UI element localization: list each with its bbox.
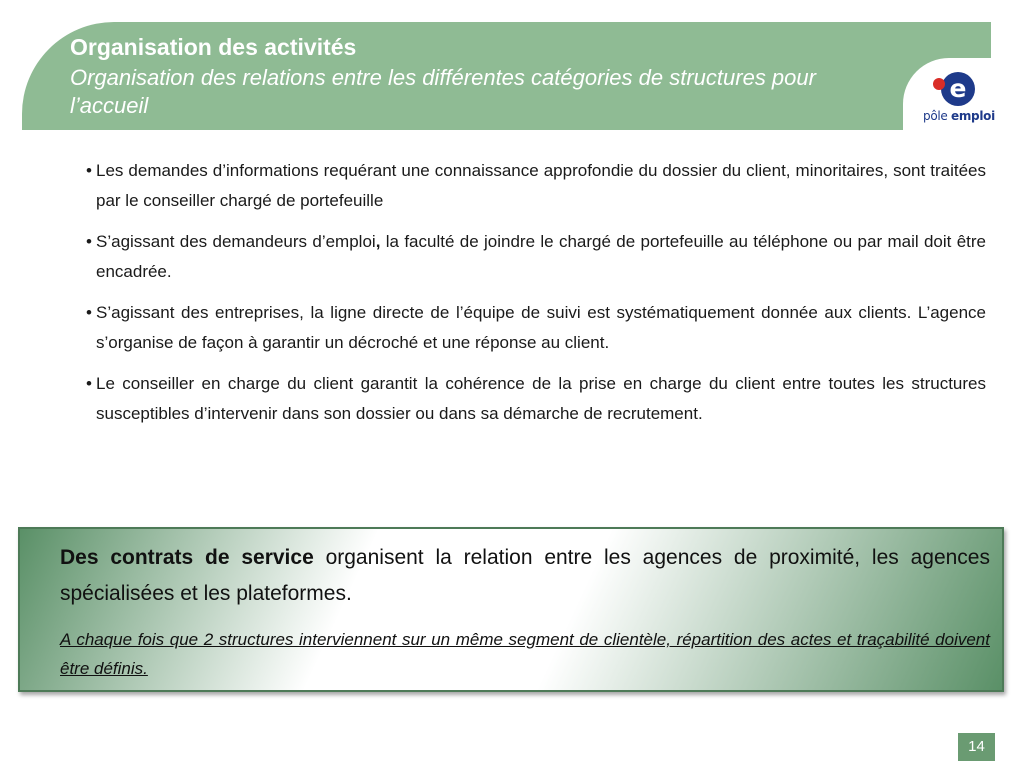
callout-box (18, 527, 1004, 692)
list-item (86, 227, 986, 287)
list-item-text: Les demandes d’informations requérant une connaissance approfondie du dossier du client, minoritaires, sont traitées par le conseiller chargé de portefeuille (96, 161, 986, 210)
page-number: 14 (958, 733, 995, 761)
list-item-text-bold: , (375, 232, 381, 251)
list-item (86, 298, 986, 358)
bullet-marker: • (86, 303, 92, 322)
list-item (86, 156, 986, 216)
svg-text:e: e (949, 74, 967, 103)
list-item (86, 369, 986, 429)
pole-emploi-logo-icon (930, 70, 982, 108)
bullet-list (86, 156, 986, 440)
logo-wordmark (923, 109, 999, 123)
bullet-marker: • (86, 161, 92, 180)
bullet-marker: • (86, 232, 92, 251)
logo-text-part1: pôle (923, 109, 948, 123)
list-item-text: Le conseiller en charge du client garantit la cohérence de la prise en charge du client entre toutes les structures susceptibles d’intervenir dans son dossier ou dans sa démarche de recrutement. (96, 374, 986, 423)
callout-main-text (60, 540, 990, 612)
list-item-text: S’agissant des entreprises, la ligne directe de l’équipe de suivi est systématiquement donnée aux clients. L’agence s’organise de façon à garantir un décroché et une réponse au client. (96, 303, 986, 352)
logo-text-part2: emploi (951, 109, 995, 123)
bullet-marker: • (86, 374, 92, 393)
callout-bold-text: Des contrats de service (60, 546, 314, 569)
list-item-text: S’agissant des demandeurs d’emploi (96, 232, 376, 251)
slide-subtitle: Organisation des relations entre les différentes catégories de structures pour l’accueil (70, 65, 816, 118)
callout-body-text: organisent la relation entre les agences de proximité, les agences spécialisées et les plateformes. (60, 546, 990, 605)
list-item-text: la faculté de joindre le chargé de portefeuille au téléphone ou par mail doit être encadrée. (96, 232, 987, 281)
slide-title: Organisation des activités (70, 34, 357, 60)
callout-note: A chaque fois que 2 structures interviennent sur un même segment de clientèle, répartition des actes et traçabilité doivent être définis. (60, 630, 990, 678)
